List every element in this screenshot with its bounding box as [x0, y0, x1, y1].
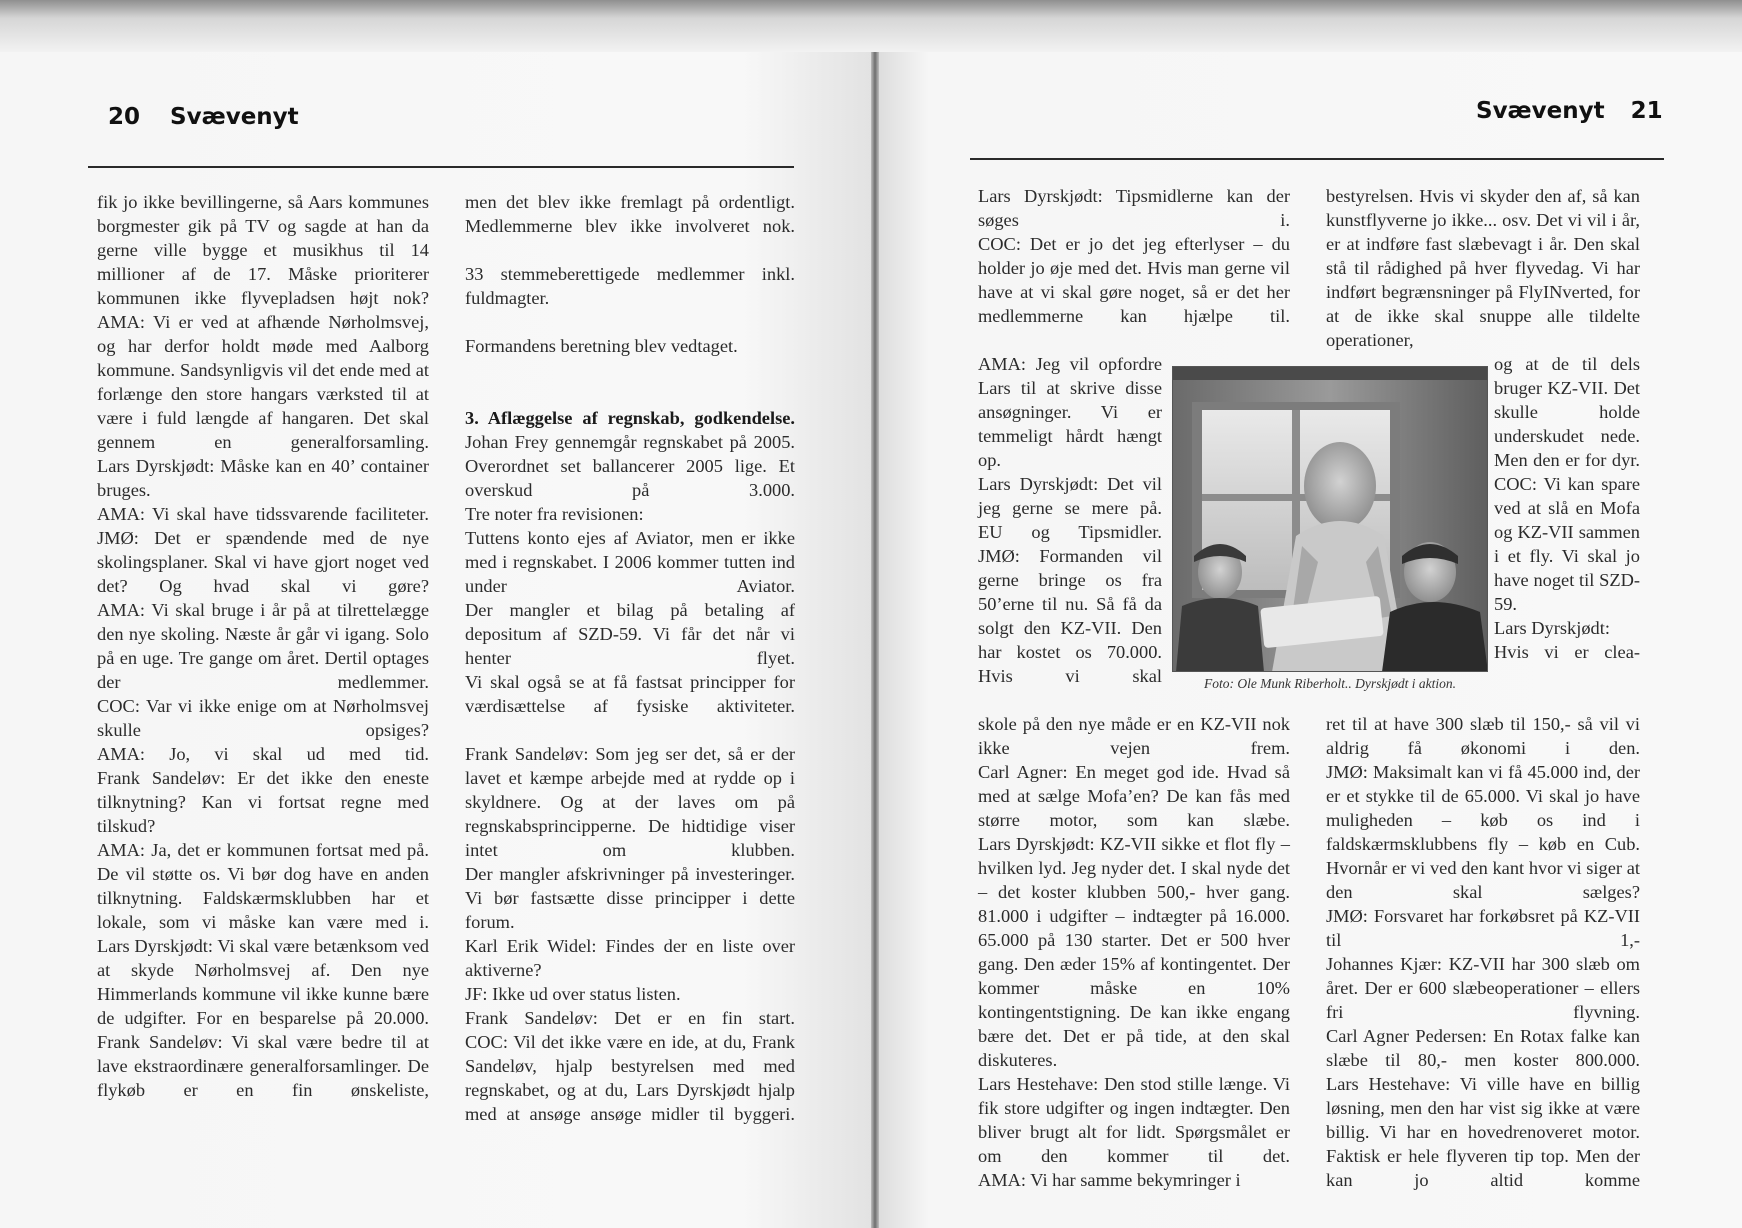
photo-illustration: [1172, 366, 1488, 672]
paragraph: AMA: Vi er ved at afhænde Nørholmsvej, og har derfor holdt møde med Aalborg kommune. Sandsynligvis vil det ende med at forlænge den store hangars værksted til at være i fuld længde af hangaren. Det skal gennem en generalforsamling.: [97, 312, 429, 452]
paragraph: Der mangler afskrivninger på investeringer. Vi bør fastsætte disse principper i dette forum.: [465, 864, 795, 932]
right-header-rule: [970, 158, 1664, 160]
right-column-2-bottom: [1326, 712, 1640, 1192]
paragraph: Karl Erik Widel: Findes der en liste over aktiverne?: [465, 936, 795, 980]
right-column-1-bottom: [978, 712, 1290, 1192]
paragraph: Overordnet set ballancerer 2005 lige. Et overskud på 3.000.: [465, 456, 795, 500]
paragraph: skole på den nye måde er en KZ-VII nok ikke vejen frem.: [978, 714, 1290, 758]
right-column-1: [978, 184, 1290, 328]
paragraph: JMØ: Det er spændende med de nye skolingsplaner. Skal vi have gjort noget ved det? Og hvad skal vi gøre?: [97, 528, 429, 596]
right-column-1-beside-photo: [978, 352, 1162, 688]
left-header-rule: [88, 166, 794, 168]
paragraph: Tuttens konto ejes af Aviator, men er ikke med i regnskabet. I 2006 kommer tutten ind under Aviator.: [465, 528, 795, 596]
photo: [1172, 366, 1488, 672]
right-column-2: [1326, 184, 1640, 352]
page-gutter: [871, 52, 879, 1228]
paragraph: Lars Dyrskjødt: Vi skal være betænksom ved at skyde Nørholmsvej af. Den nye Himmerlands kommune vil ikke kunne bære de udgifter. For en besparelse på 20.000.: [97, 936, 429, 1028]
paragraph: Frank Sandeløv: Vi skal være bedre til at lave ekstraordinære generalforsamlinger. De flykøb er en fin ønskeliste,: [97, 1032, 429, 1100]
paragraph: JF: Ikke ud over status listen.: [465, 984, 681, 1004]
paragraph: Carl Agner: En meget god ide. Hvad så med at sælge Mofa’en? De kan fås med større motor, som kan slæbe.: [978, 762, 1290, 830]
left-column-1: [97, 190, 429, 1102]
paragraph: Lars Hestehave: Vi ville have en billig løsning, men den har vist sig ikke at være billig. Vi har en hovedrenoveret motor. Faktisk er hele flyveren tip top. Men der kan jo altid komme: [1326, 1074, 1640, 1190]
paragraph: AMA: Vi skal have tidssvarende faciliteter.: [97, 504, 429, 524]
paragraph: AMA: Jeg vil opfordre Lars til at skrive disse ansøgninger. Vi er temmeligt hårdt hængt op.: [978, 354, 1162, 470]
paragraph: ret til at have 300 slæb til 150,- så vil vi aldrig få økonomi i den.: [1326, 714, 1640, 758]
paragraph: men det blev ikke fremlagt på ordentligt. Medlemmerne blev ikke involveret nok.: [465, 192, 795, 236]
photo-caption: Foto: Ole Munk Riberholt.. Dyrskjødt i aktion.: [1203, 676, 1457, 691]
paragraph: AMA: Vi skal bruge i år på at tilrettelægge den nye skoling. Næste år går vi igang. Solo på en uge. Tre gange om året. Dertil optages der medlemmer.: [97, 600, 429, 692]
photo-figure: [1172, 366, 1488, 702]
paragraph: Frank Sandeløv: Det er en fin start.: [465, 1008, 795, 1028]
left-page-number: 20: [108, 104, 141, 130]
paragraph: bestyrelsen. Hvis vi skyder den af, så kan kunstflyverne jo ikke... osv. Det vi vil i år, er at indføre fast slæbevagt i år. Den skal stå til rådighed på hver flyvedag. Vi har indført begrænsninger på FlyINverted, for at de ikke skal snuppe alle tildelte operationer,: [1326, 186, 1640, 350]
paragraph: Johannes Kjær: KZ-VII har 300 slæb om året. Der er 600 slæbeoperationer – ellers fri flyvning.: [1326, 954, 1640, 1022]
paragraph: Johan Frey gennemgår regnskabet på 2005.: [465, 432, 795, 452]
paragraph: Hvis vi er clea-: [1494, 642, 1640, 662]
paragraph: Tre noter fra revisionen:: [465, 504, 644, 524]
paragraph: JMØ: Formanden vil gerne bringe os fra 50’erne til nu. Så få da solgt den KZ-VII. Den har kostet os 70.000. Hvis vi skal: [978, 546, 1162, 686]
right-page-number: 21: [1630, 98, 1663, 124]
right-magazine-title: Svævenyt: [1476, 98, 1605, 124]
section-heading: 3. Aflæggelse af regnskab, godkendelse.: [465, 408, 795, 428]
paragraph: Lars Dyrskjødt: KZ-VII sikke et flot fly – hvilken lyd. Jeg nyder det. I skal nyde det – det koster klubben 500,- hver gang. 81.000 i udgifter – indtægter på 16.000. 65.000 på 130 starter. Det er 500 hver gang. Den æder 15% af kontingentet. Der kommer måske en 10% kontingentstigning. De kan ikke engang bære det. Det er på tide, at den skal diskuteres.: [978, 834, 1290, 1070]
right-column-2-beside-photo: [1494, 352, 1640, 664]
paragraph: Der mangler et bilag på betaling af depositum af SZD-59. Vi får det når vi henter flyet.: [465, 600, 795, 668]
paragraph: fik jo ikke bevillingerne, så Aars kommunes borgmester gik på TV og sagde at han da gerne ville bygge et musikhus til 14 millioner af de 17. Måske prioriterer kommunen ikke flyvepladsen højt nok?: [97, 192, 429, 308]
left-column-2: [465, 190, 795, 1126]
paragraph: Lars Dyrskjødt: Tipsmidlerne kan der søges i.: [978, 186, 1290, 230]
speaker-label: Lars Dyrskjødt:: [1494, 618, 1610, 638]
paragraph: COC: Det er jo det jeg efterlyser – du holder jo øje med det. Hvis man gerne vil have at vi skal gøre noget, så er det her medlemmerne kan hjælpe til.: [978, 234, 1290, 326]
paragraph: Carl Agner Pedersen: En Rotax falke kan slæbe til 80,- men koster 800.000.: [1326, 1026, 1640, 1070]
paragraph: AMA: Jo, vi skal ud med tid.: [97, 744, 429, 764]
paragraph: COC: Vi kan spare ved at slå en Mofa og KZ-VII sammen i et fly. Vi skal jo have noget til SZD-59.: [1494, 474, 1640, 614]
paragraph: JMØ: Forsvaret har forkøbsret på KZ-VII til 1,-: [1326, 906, 1640, 950]
paragraph: Lars Dyrskjødt: Det vil jeg gerne se mere på. EU og Tipsmidler.: [978, 474, 1162, 542]
paragraph: AMA: Vi har samme bekymringer i: [978, 1170, 1241, 1190]
right-running-header: [1476, 98, 1663, 124]
paragraph: COC: Var vi ikke enige om at Nørholmsvej skulle opsiges?: [97, 696, 429, 740]
paragraph: 33 stemmeberettigede medlemmer inkl. fuldmagter.: [465, 264, 795, 308]
scanner-shadow: [0, 0, 1742, 52]
paragraph: JMØ: Maksimalt kan vi få 45.000 ind, der er et stykke til de 65.000. Vi skal jo have muligheden – køb os ind i faldskærmsklubbens fly – køb en Cub. Hvornår er vi ved den kant hvor vi siger at den skal sælges?: [1326, 762, 1640, 902]
paragraph: Frank Sandeløv: Som jeg ser det, så er der lavet et kæmpe arbejde med at rydde op i skyldnere. Og at der laves om på regnskabsprincipperne. De hidtidige viser intet om klubben.: [465, 744, 795, 860]
paragraph: Vi skal også se at få fastsat principper for værdisættelse af fysiske aktiviteter.: [465, 672, 795, 716]
paragraph: og at de til dels bruger KZ-VII. Det skulle holde underskudet nede. Men den er for dyr.: [1494, 354, 1640, 470]
paragraph: Lars Dyrskjødt: Måske kan en 40’ container bruges.: [97, 456, 429, 500]
paragraph: Formandens beretning blev vedtaget.: [465, 336, 738, 356]
paragraph: AMA: Ja, det er kommunen fortsat med på. De vil støtte os. Vi bør dog have en anden tilknytning. Faldskærmsklubben har et lokale, som vi måske kan være med i.: [97, 840, 429, 932]
left-magazine-title: Svævenyt: [170, 104, 299, 130]
left-running-header: [108, 104, 299, 130]
paragraph: Frank Sandeløv: Er det ikke den eneste tilknytning? Kan vi fortsat regne med tilskud?: [97, 768, 429, 836]
paragraph: COC: Vil det ikke være en ide, at du, Frank Sandeløv, hjalp bestyrelsen med med regnskabet, og at du, Lars Dyrskjødt hjalp med at ansøge ansøge midler til byggeri.: [465, 1032, 795, 1124]
paragraph: Lars Hestehave: Den stod stille længe. Vi fik store udgifter og ingen indtægter. Den bliver brugt alt for lidt. Spørgsmålet er om den kommer til det.: [978, 1074, 1290, 1166]
